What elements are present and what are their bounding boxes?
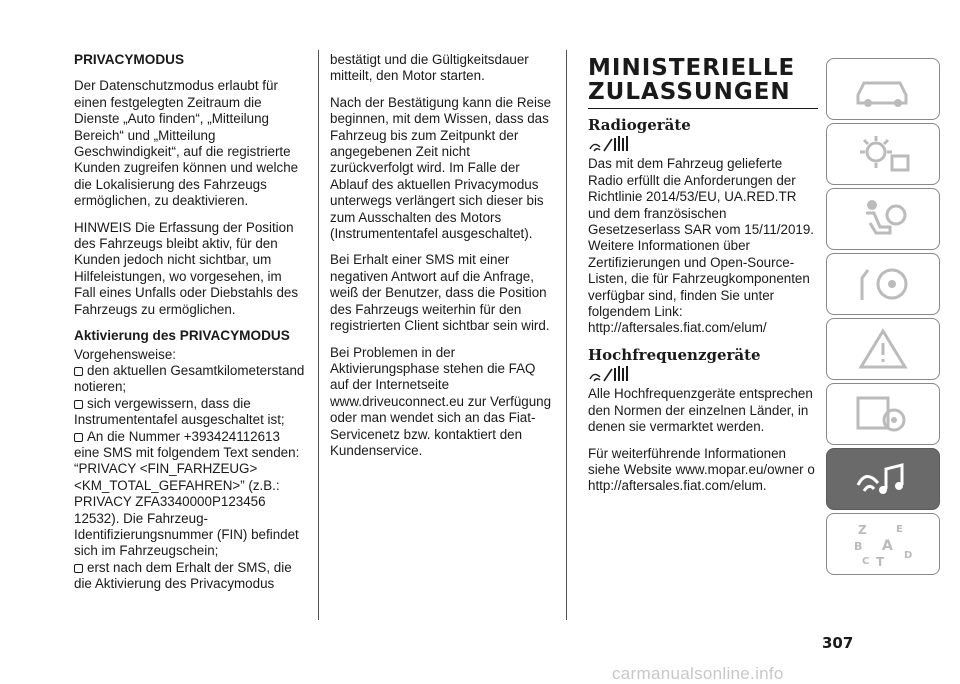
bullet-item: sich vergewissern, dass die Instrumententafel ausgeschaltet ist;	[74, 395, 285, 428]
radio-heading: Radiogeräte	[588, 116, 691, 134]
index-letter: D	[904, 550, 913, 561]
section-title: MINISTERIELLE ZULASSUNGEN	[588, 56, 818, 109]
bullet-item: erst nach dem Erhalt der SMS, die die Aktivierung des Privacymodus	[74, 559, 292, 592]
bullet-item: An die Nummer +393424112613 eine SMS mit folgendem Text senden: “PRIVACY <FIN_FARHZEUG> <KM_TOTAL_GEFAHREN>” (z.B.: PRIVACY ZFA3340000P123456 12532). Die Fahrzeug-Identifizierungsnummer (FIN) befindet sich im Fahrzeugschein;	[74, 428, 300, 559]
negative-reply-text: Bei Erhalt einer SMS mit einer negativen Antwort auf die Anfrage, weiß der Benutzer, dass die Position des Fahrzeugs weiterhin für den registrierten Client sichtbar sein wird.	[330, 252, 550, 334]
radio-signal-icon	[588, 135, 632, 153]
column-divider	[566, 50, 567, 620]
watermark-text: carmanualsonline.info	[612, 664, 784, 683]
lights-climate-icon	[848, 130, 918, 178]
bullet-item: den aktuellen Gesamtkilometerstand notieren;	[74, 362, 305, 395]
rf-heading: Hochfrequenzgeräte	[588, 345, 761, 364]
airbag-safety-icon	[848, 195, 918, 243]
column-right	[588, 56, 818, 505]
column-divider	[318, 50, 319, 620]
checkbox-bullet-icon	[74, 367, 83, 376]
chapter-tabs	[826, 58, 942, 578]
index-letter: T	[876, 555, 885, 568]
tab-maintenance[interactable]	[826, 383, 940, 445]
rf-text-1: Alle Hochfrequenzgeräte entsprechen den Normen der einzelnen Länder, in denen sie vermarktet werden.	[588, 386, 813, 435]
index-letter: C	[862, 556, 870, 567]
multimedia-active-icon	[848, 455, 918, 503]
page-number: 307	[822, 634, 854, 652]
tab-index[interactable]	[826, 513, 940, 575]
checkbox-bullet-icon	[74, 433, 83, 442]
checkbox-bullet-icon	[74, 400, 83, 409]
car-dashboard-icon	[848, 65, 918, 113]
tab-lights[interactable]	[826, 123, 940, 185]
index-letter: E	[896, 524, 903, 535]
privacy-intro-text: Der Datenschutzmodus erlaubt für einen festgelegten Zeitraum die Dienste „Auto finden“, „Mitteilung Bereich“ und „Mitteilung Geschwindigkeit“, auf die registrierte Kunden zugreifen können und welche die Lokalisierung des Fahrzeugs ermöglichen, zu deaktivieren.	[74, 78, 299, 209]
index-letter: B	[854, 540, 863, 553]
tab-dashboard[interactable]	[826, 58, 940, 120]
maintenance-gears-icon	[848, 390, 918, 438]
procedure-intro: Vorgehensweise:	[74, 346, 176, 362]
checkbox-bullet-icon	[74, 564, 83, 573]
activation-heading: Aktivierung des PRIVACYMODUS	[74, 328, 290, 344]
travel-text: Nach der Bestätigung kann die Reise beginnen, mit dem Wissen, dass das Fahrzeug bis zum Zeitpunkt der angegebenen Zeit nicht zurückverfolgt wird. Im Falle der Ablauf des aktuellen Privacymodus unterwegs verlängert sich dieser bis zum Ausschalten des Motors (Instrumententafel ausgeschaltet).	[330, 94, 552, 242]
index-letter: A	[882, 538, 893, 554]
faq-text: Bei Problemen in der Aktivierungsphase stehen die FAQ auf der Internetseite www.driveuconnect.eu zur Verfügung oder man wendet sich an das Fiat-Servicenetz bzw. kontaktiert den Kundenservice.	[330, 344, 552, 458]
rf-signal-icon	[588, 365, 632, 383]
privacy-heading: PRIVACYMODUS	[74, 52, 185, 67]
steering-key-icon	[848, 260, 918, 308]
tab-emergency[interactable]	[826, 318, 940, 380]
warning-triangle-icon	[848, 325, 918, 373]
index-letter: Z	[858, 523, 867, 537]
tab-multimedia[interactable]	[826, 448, 940, 510]
tab-safety[interactable]	[826, 188, 940, 250]
rf-text-2: Für weiterführende Informationen siehe Website www.mopar.eu/owner o http://aftersales.fiat.com/elum.	[588, 445, 815, 494]
index-letters-icon	[848, 520, 918, 568]
privacy-note-text: HINWEIS Die Erfassung der Position des Fahrzeugs bleibt aktiv, für den Kunden jedoch nicht sichtbar, um Hilfeleistungen, wo vorgesehen, im Fall eines Unfalls oder Diebstahls des Fahrzeugs zu ermöglichen.	[74, 219, 299, 317]
tab-driving[interactable]	[826, 253, 940, 315]
privacy-confirm-text: bestätigt und die Gültigkeitsdauer mitteilt, den Motor starten.	[330, 52, 529, 84]
column-left	[74, 52, 306, 593]
radio-text: Das mit dem Fahrzeug gelieferte Radio erfüllt die Anforderungen der Richtlinie 2014/53/EU, UA.RED.TR und dem französischen Gesetzeserlass SAR vom 15/11/2019. Weitere Informationen über Zertifizierungen und Open-Source-Listen, die für Fahrzeugkomponenten verfügbar sind, finden Sie unter folgendem Link: http://aftersales.fiat.com/elum/	[588, 156, 815, 336]
column-middle	[330, 52, 552, 469]
